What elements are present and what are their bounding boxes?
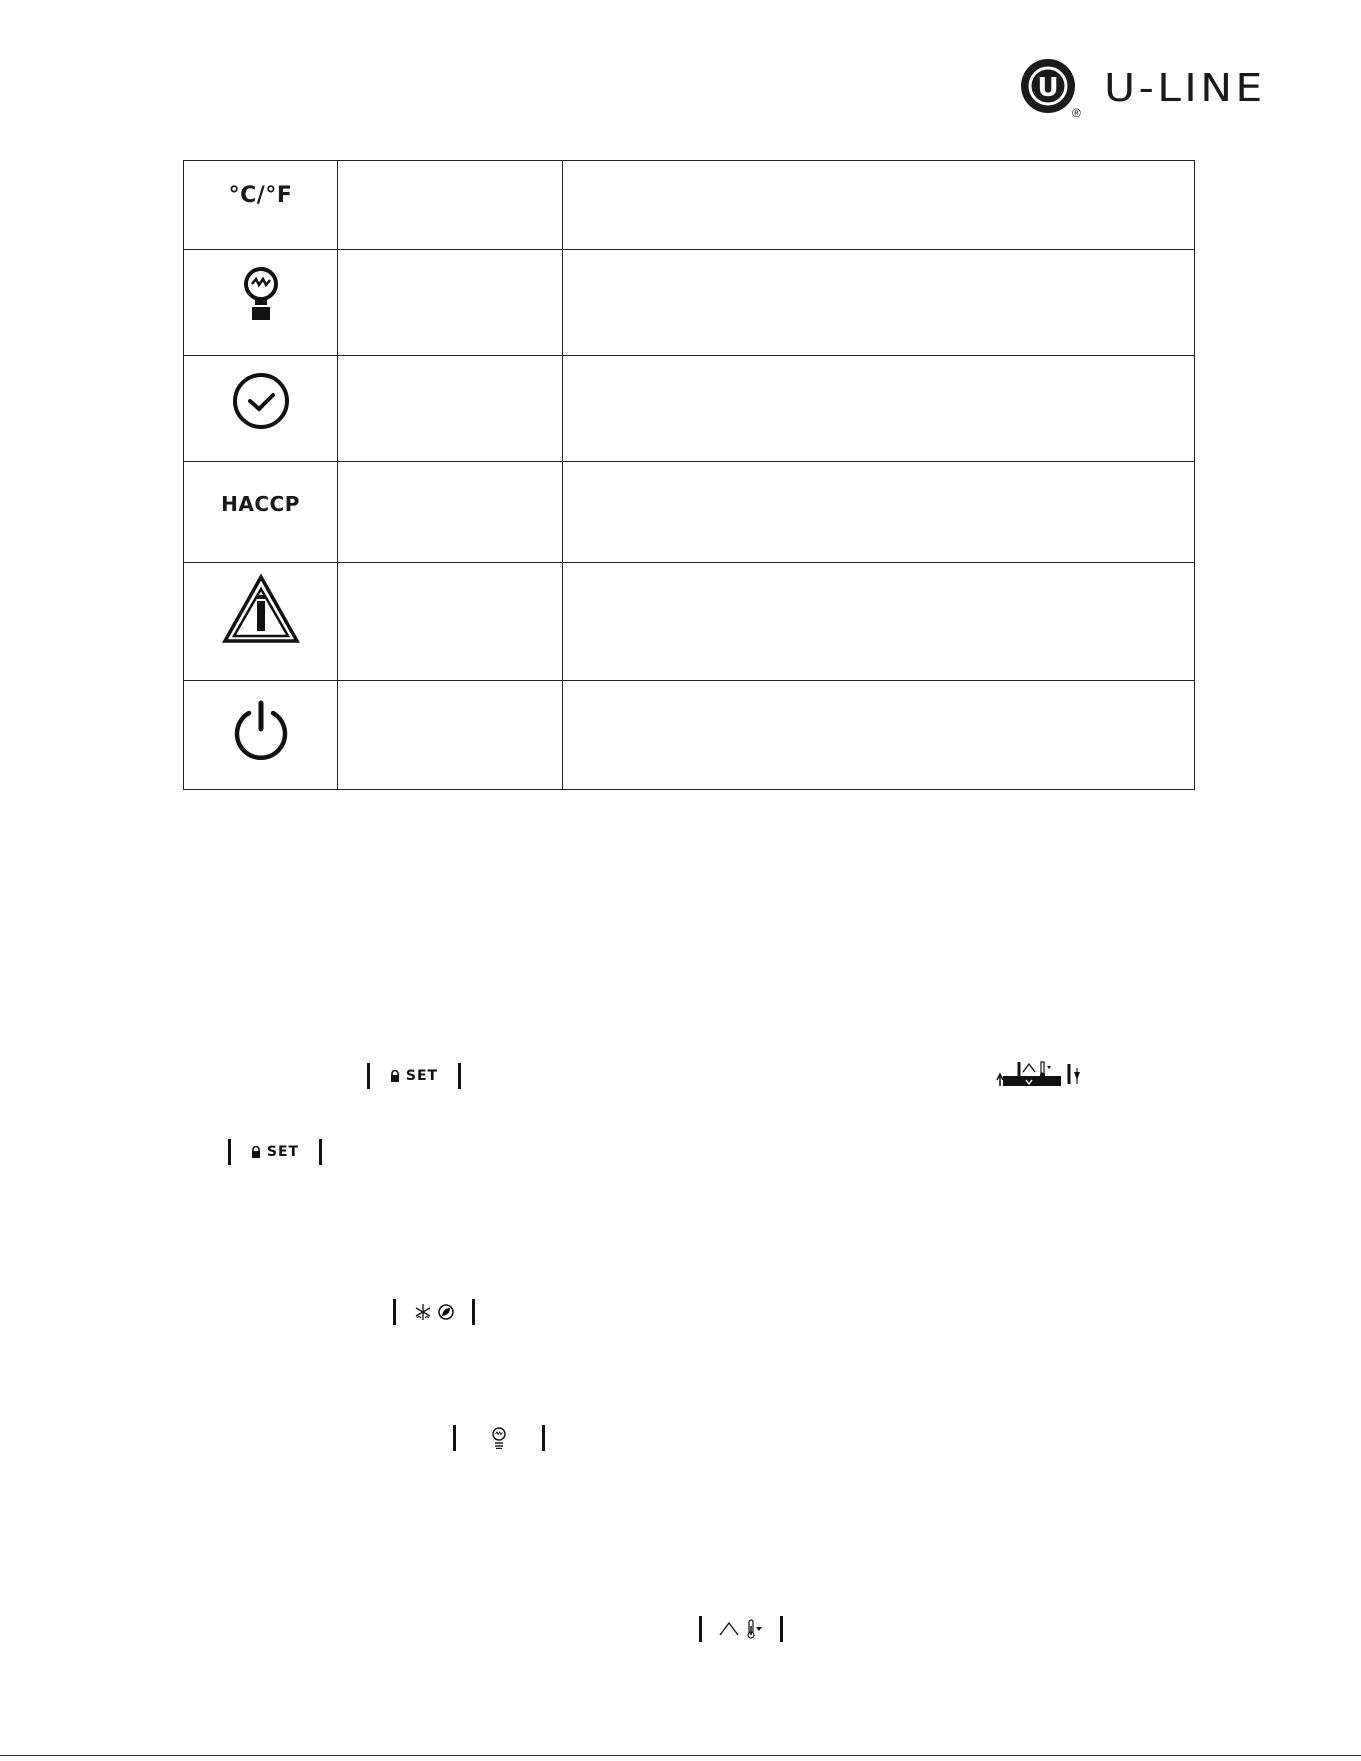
table-row	[184, 681, 1195, 790]
symbols-table	[183, 160, 1195, 790]
set-label: SET	[266, 1144, 300, 1160]
symbol-description-cell	[563, 161, 1195, 250]
temperature-up-key	[699, 1616, 783, 1642]
eco-leaf-icon	[438, 1304, 454, 1320]
symbol-name-cell	[338, 462, 563, 563]
symbol-cell	[184, 681, 338, 790]
light-bulb-icon	[241, 264, 281, 324]
symbol-cell	[184, 356, 338, 462]
symbol-cell	[184, 161, 338, 250]
symbol-description-cell	[563, 563, 1195, 681]
symbol-cell	[184, 563, 338, 681]
symbol-description-cell	[563, 250, 1195, 356]
thermometer-down-icon	[746, 1618, 764, 1640]
symbol-description-cell	[563, 356, 1195, 462]
warning-triangle-icon	[222, 573, 300, 645]
symbol-description-cell	[563, 681, 1195, 790]
clock-icon	[230, 370, 292, 432]
page-bottom-rule	[0, 1755, 1361, 1756]
registered-mark: ®	[1072, 106, 1081, 120]
symbol-name-cell	[338, 356, 563, 462]
symbol-name-cell	[338, 681, 563, 790]
symbol-name-cell	[338, 161, 563, 250]
celsius-fahrenheit-symbol: °C/°F	[228, 183, 293, 208]
symbol-name-cell	[338, 563, 563, 681]
defrost-icon	[414, 1303, 432, 1321]
symbol-cell	[184, 250, 338, 356]
defrost-eco-key	[393, 1299, 475, 1325]
uline-logo-mark	[1020, 58, 1080, 118]
lock-icon	[251, 1146, 261, 1158]
table-row	[184, 250, 1195, 356]
up-arrow-icon	[718, 1621, 740, 1637]
haccp-symbol: HACCP	[221, 492, 300, 516]
temperature-mode-icon	[993, 1058, 1087, 1090]
temperature-mode-indicator	[993, 1058, 1087, 1090]
light-bulb-icon	[491, 1427, 507, 1449]
brand-logo	[1020, 58, 1266, 120]
table-row	[184, 161, 1195, 250]
table-row	[184, 462, 1195, 563]
lock-set-key	[228, 1139, 322, 1165]
set-label: SET	[405, 1068, 439, 1084]
symbol-cell	[184, 462, 338, 563]
symbol-description-cell	[563, 462, 1195, 563]
table-row	[184, 356, 1195, 462]
logo-wordmark: U-LINE	[1104, 66, 1266, 110]
symbol-name-cell	[338, 250, 563, 356]
table-row	[184, 563, 1195, 681]
lock-set-key	[367, 1063, 461, 1089]
power-icon	[230, 699, 292, 761]
light-key	[453, 1425, 545, 1451]
logo-mark-letter: U	[1037, 73, 1059, 103]
lock-icon	[390, 1070, 400, 1082]
